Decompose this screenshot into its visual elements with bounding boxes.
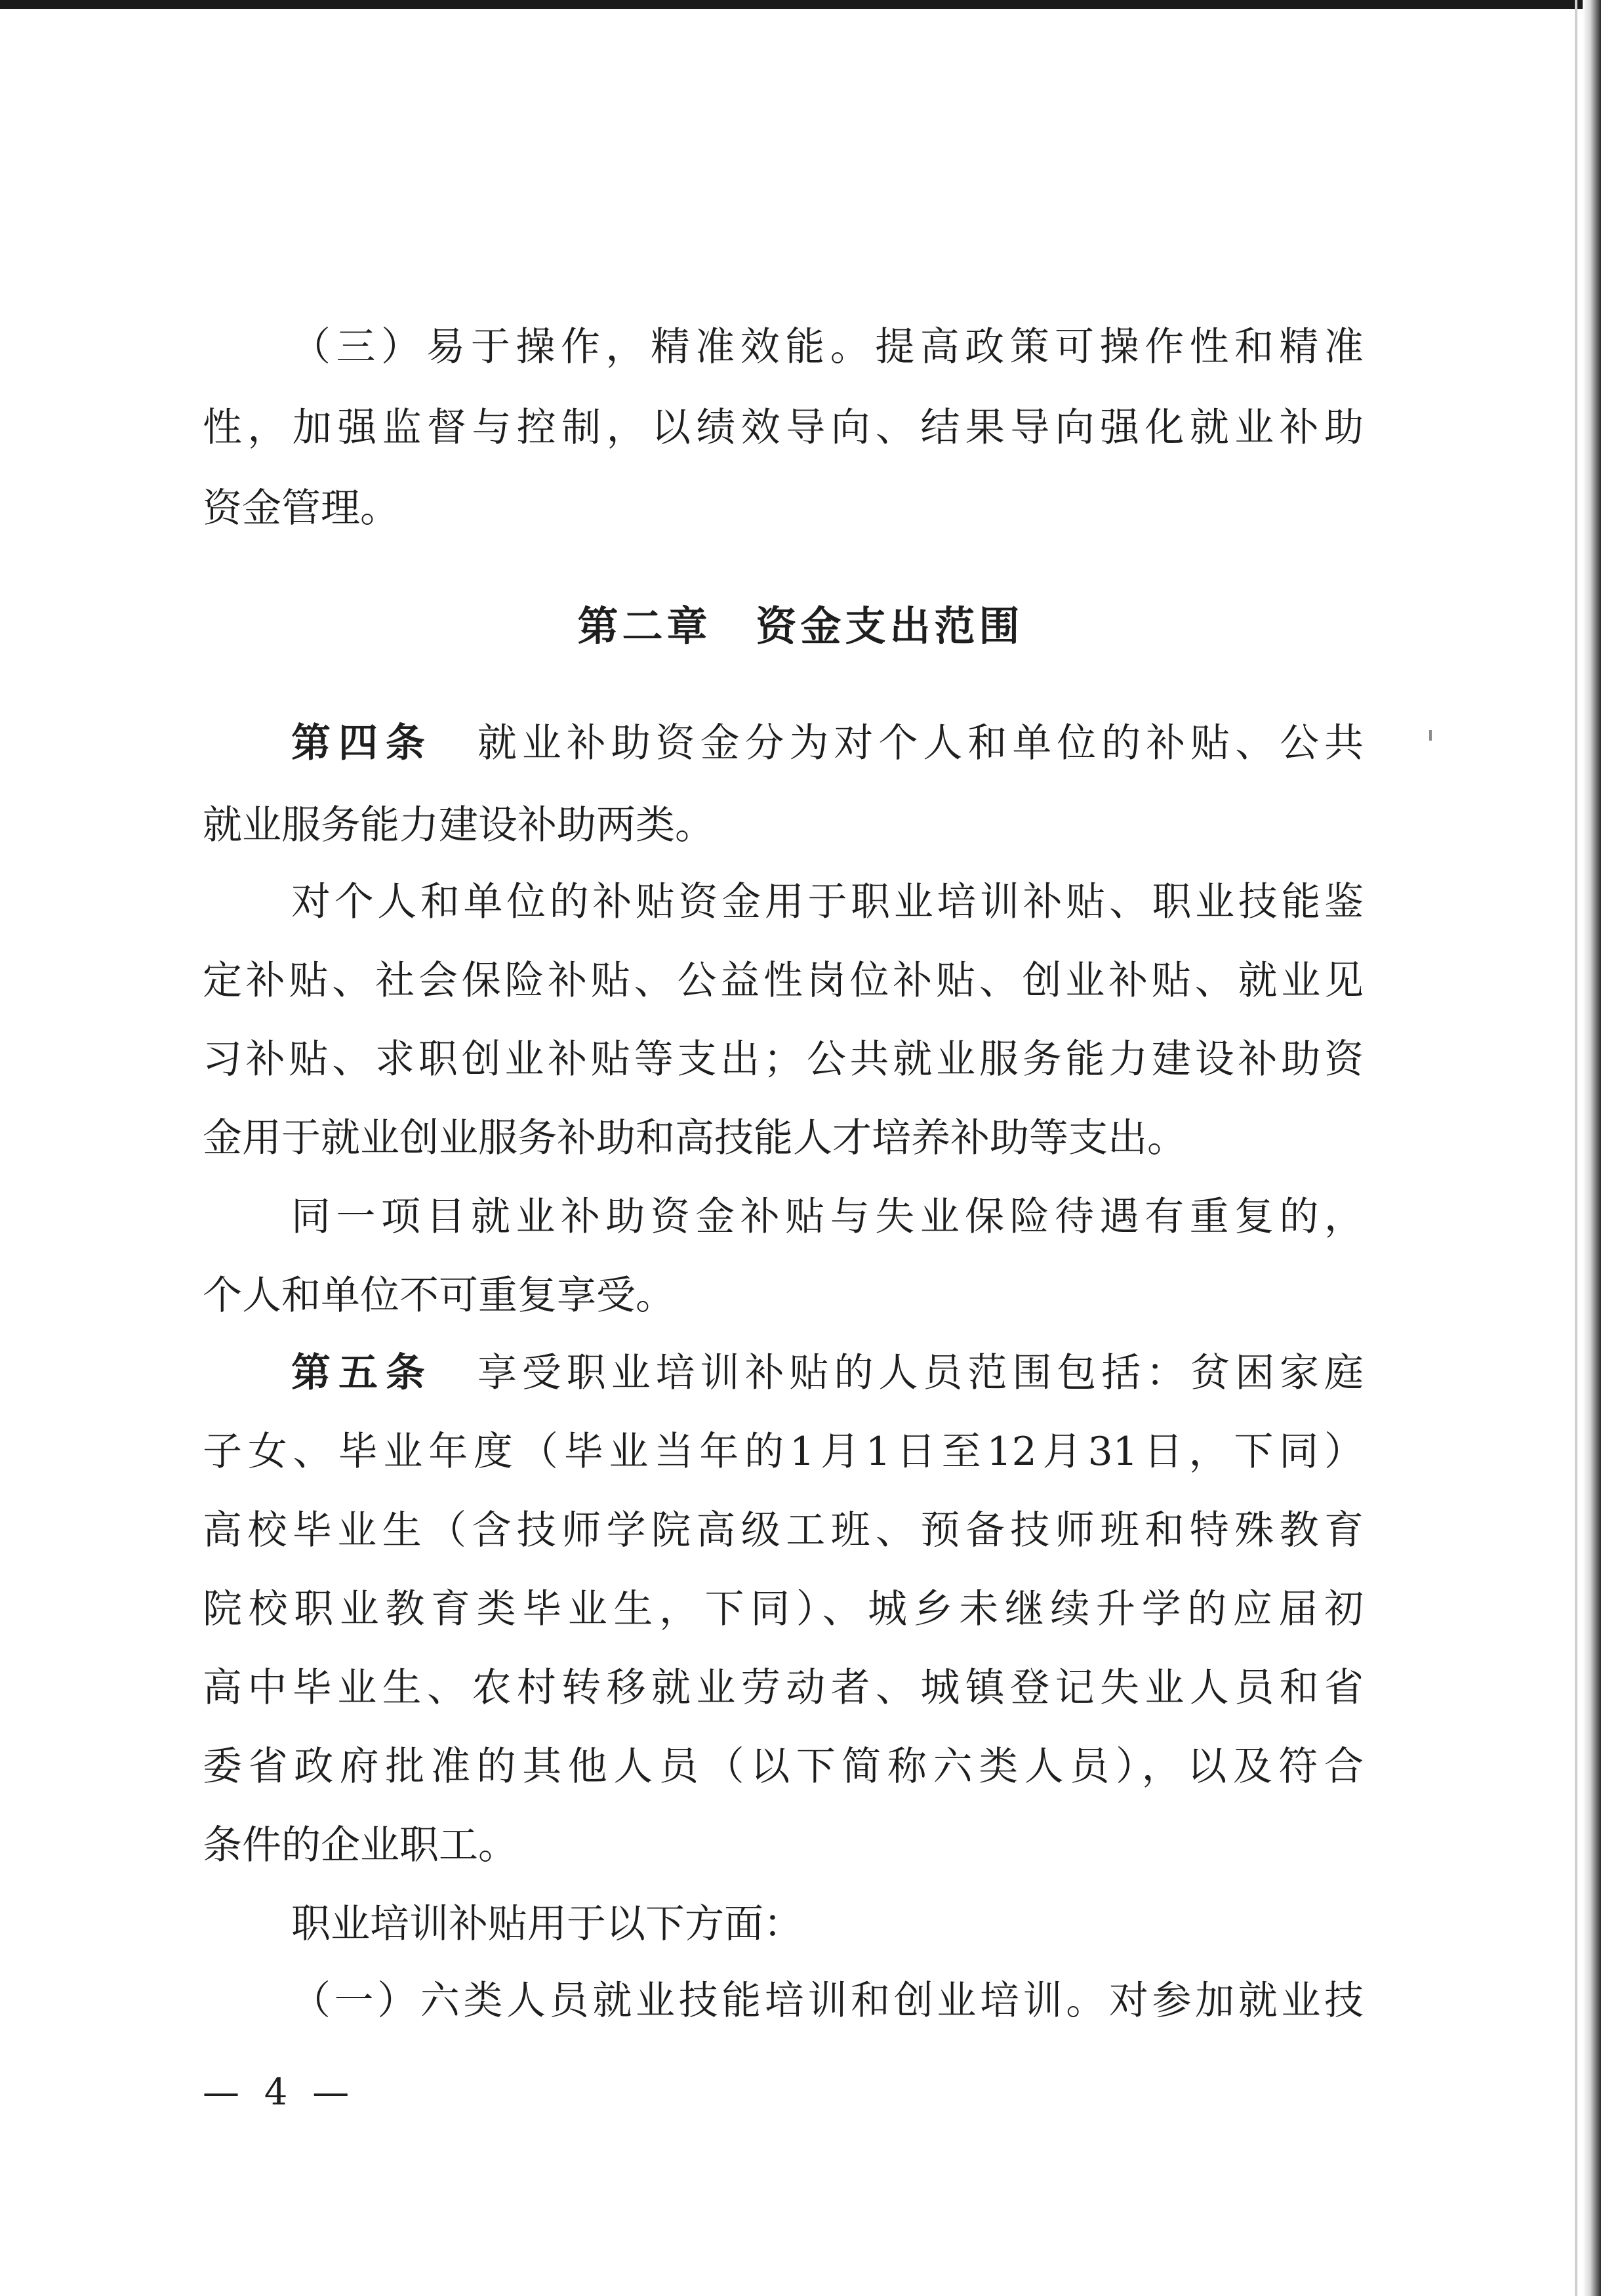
body-line: 职业培训补贴用于以下方面： bbox=[291, 1901, 803, 1947]
body-line: 同一项目就业补助资金补贴与失业保险待遇有重复的， bbox=[291, 1194, 1364, 1240]
scan-border-top bbox=[0, 0, 1601, 9]
body-line: 个人和单位不可重复享受。 bbox=[203, 1273, 675, 1319]
body-line: 委省政府批准的其他人员（以下简称六类人员），以及符合 bbox=[203, 1744, 1364, 1790]
body-line: 性，加强监督与控制，以绩效导向、结果导向强化就业补助 bbox=[203, 405, 1364, 451]
body-line: （一）六类人员就业技能培训和创业培训。对参加就业技 bbox=[291, 1978, 1364, 2024]
body-line: 条件的企业职工。 bbox=[203, 1822, 517, 1868]
scan-edge-line bbox=[1575, 0, 1577, 2296]
article-4-first-line bbox=[291, 707, 1364, 779]
body-line: 定补贴、社会保险补贴、公益性岗位补贴、创业补贴、就业见 bbox=[203, 958, 1364, 1004]
body-line: 就业服务能力建设补助两类。 bbox=[203, 802, 714, 848]
body-line: 高校毕业生（含技师学院高级工班、预备技师班和特殊教育 bbox=[203, 1507, 1364, 1553]
article-5-label: 第五条 bbox=[291, 1350, 433, 1396]
body-line: （三）易于操作，精准效能。提高政策可操作性和精准 bbox=[291, 324, 1364, 370]
body-line: 对个人和单位的补贴资金用于职业培训补贴、职业技能鉴 bbox=[291, 879, 1364, 925]
body-line: 子女、毕业年度（毕业当年的1月1日至12月31日，下同） bbox=[203, 1429, 1364, 1475]
body-line: 高中毕业生、农村转移就业劳动者、城镇登记失业人员和省 bbox=[203, 1665, 1364, 1711]
article-4-text: 就业补助资金分为对个人和单位的补贴、公共 bbox=[477, 720, 1364, 766]
article-4-label: 第四条 bbox=[291, 720, 433, 766]
body-line: 金用于就业创业服务补助和高技能人才培养补助等支出。 bbox=[203, 1115, 1186, 1161]
body-line: 习补贴、求职创业补贴等支出；公共就业服务能力建设补助资 bbox=[203, 1036, 1364, 1082]
article-5-text: 享受职业培训补贴的人员范围包括：贫困家庭 bbox=[477, 1350, 1364, 1396]
scan-speck bbox=[1429, 730, 1432, 741]
chapter-heading: 第二章 资金支出范围 bbox=[577, 602, 1024, 650]
scan-border-right bbox=[1583, 0, 1601, 2296]
page-number: — 4 — bbox=[203, 2071, 356, 2114]
body-line: 院校职业教育类毕业生，下同）、城乡未继续升学的应届初 bbox=[203, 1586, 1364, 1632]
article-5-first-line bbox=[291, 1337, 1364, 1409]
body-line: 资金管理。 bbox=[203, 485, 399, 531]
